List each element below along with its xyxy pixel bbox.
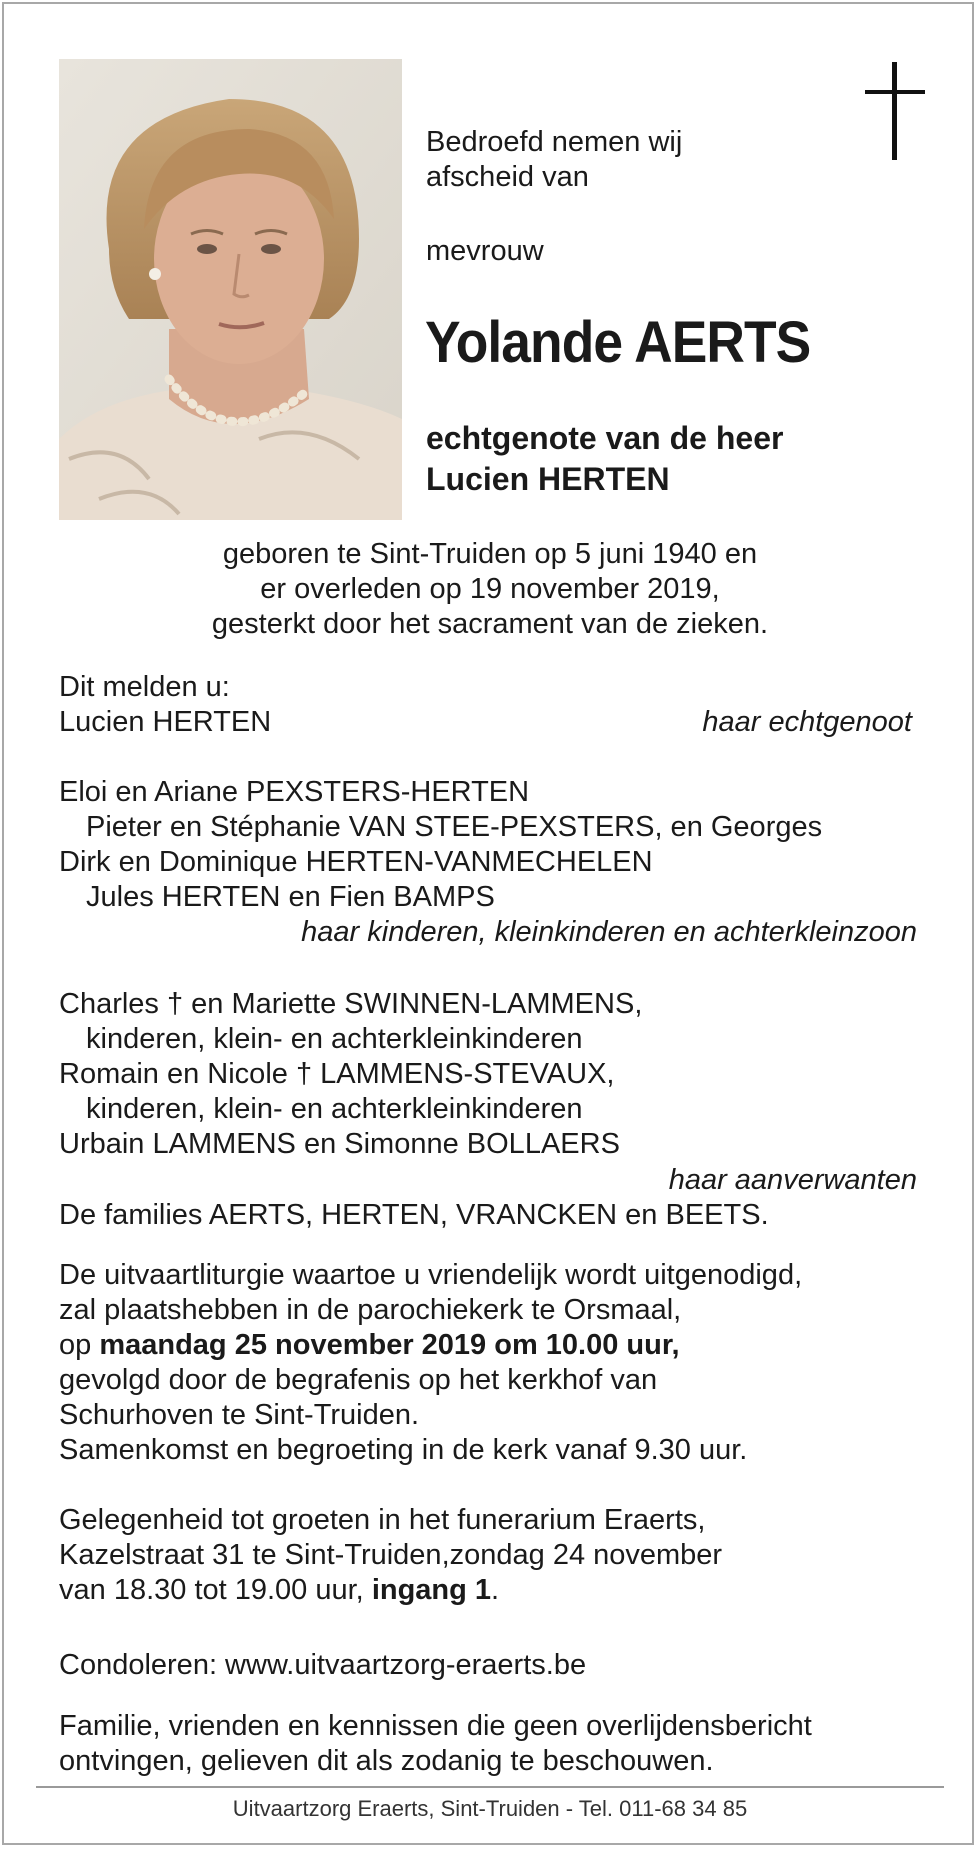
relative-line: kinderen, klein- en achterkleinkinderen: [86, 1093, 583, 1125]
notice-line-2: ontvingen, gelieven dit als zodanig te beschouwen.: [59, 1745, 714, 1777]
child-line: Pieter en Stéphanie VAN STEE-PEXSTERS, en Georges: [86, 811, 823, 843]
ceremony-line-4: gevolgd door de begrafenis op het kerkhof van: [59, 1364, 658, 1396]
visitation-line-2: Kazelstraat 31 te Sint-Truiden,zondag 24 november: [59, 1539, 723, 1571]
visitation-entrance: ingang 1: [371, 1574, 492, 1606]
ceremony-line-5: Schurhoven te Sint-Truiden.: [59, 1399, 420, 1431]
cross-icon: [865, 62, 925, 160]
intro-line-1: Bedroefd nemen wij: [426, 126, 683, 158]
ceremony-line-6: Samenkomst en begroeting in de kerk vanaf 9.30 uur.: [59, 1434, 748, 1466]
ceremony-line-3: [59, 1328, 680, 1363]
announcers-intro: Dit melden u:: [59, 671, 230, 703]
relative-line: Urbain LAMMENS en Simonne BOLLAERS: [59, 1128, 620, 1160]
condolences-link[interactable]: Condoleren: www.uitvaartzorg-eraerts.be: [59, 1649, 587, 1681]
deceased-name: Yolande AERTS: [425, 310, 811, 375]
footer-contact: Uitvaartzorg Eraerts, Sint-Truiden - Tel. 011-68 34 85: [232, 1796, 748, 1821]
intro-line-2: afscheid van: [426, 161, 589, 193]
child-line: Dirk en Dominique HERTEN-VANMECHELEN: [59, 846, 653, 878]
ceremony-line-2: zal plaatshebben in de parochiekerk te Orsmaal,: [59, 1294, 682, 1326]
spouse-role: haar echtgenoot: [702, 706, 912, 738]
visitation-line-3: [59, 1573, 499, 1608]
relative-line: kinderen, klein- en achterkleinkinderen: [86, 1023, 583, 1055]
child-line: Eloi en Ariane PEXSTERS-HERTEN: [59, 776, 530, 808]
spouse-line-2: Lucien HERTEN: [426, 461, 670, 497]
birth-line-2: er overleden op 19 november 2019,: [260, 573, 720, 605]
birth-line-1: geboren te Sint-Truiden op 5 juni 1940 en: [222, 538, 758, 570]
visitation-suffix: .: [491, 1574, 500, 1606]
birth-line-3: gesterkt door het sacrament van de zieken.: [211, 608, 769, 640]
spouse-block: [426, 418, 783, 500]
visitation-time: van 18.30 tot 19.00 uur,: [59, 1574, 372, 1606]
visitation-line-1: Gelegenheid tot groeten in het funerarium Eraerts,: [59, 1504, 706, 1536]
relative-line: Romain en Nicole † LAMMENS-STEVAUX,: [59, 1058, 615, 1090]
ceremony-datetime: maandag 25 november 2019 om 10.00 uur,: [99, 1329, 680, 1361]
honorific: mevrouw: [426, 235, 544, 267]
relative-line: Charles † en Mariette SWINNEN-LAMMENS,: [59, 988, 643, 1020]
relatives-role: haar aanverwanten: [668, 1164, 917, 1196]
ceremony-line-1: De uitvaartliturgie waartoe u vriendelijk wordt uitgenodigd,: [59, 1259, 803, 1291]
portrait-photo: [59, 59, 402, 520]
child-line: Jules HERTEN en Fien BAMPS: [86, 881, 495, 913]
spouse-name: Lucien HERTEN: [59, 706, 272, 738]
ceremony-line-3-prefix: op: [59, 1329, 100, 1361]
birth-death-info: [0, 537, 980, 642]
spouse-line-1: echtgenote van de heer: [426, 420, 784, 456]
families-line: De families AERTS, HERTEN, VRANCKEN en BEETS.: [59, 1199, 769, 1231]
notice-line-1: Familie, vrienden en kennissen die geen overlijdensbericht: [59, 1710, 812, 1742]
footer-divider: [36, 1786, 944, 1788]
children-role: haar kinderen, kleinkinderen en achterkleinzoon: [301, 916, 917, 948]
